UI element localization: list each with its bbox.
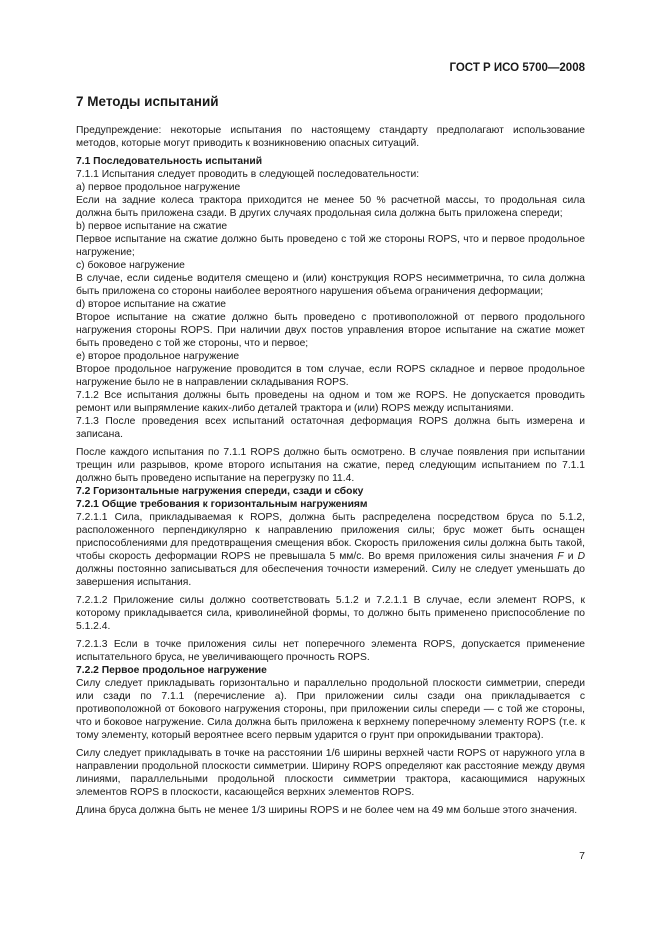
paragraph [76,511,585,589]
list-item: c) боковое нагружение [76,260,185,271]
paragraph: Длина бруса должна быть не менее 1/3 ширины ROPS и не более чем на 49 мм больше этого значения. [76,805,578,816]
section-title: 7 Методы испытаний [76,94,219,109]
list-item: d) второе испытание на сжатие [76,299,226,310]
paragraph: 7.1.1 Испытания следует проводить в следующей последовательности: [76,169,420,180]
symbol-d: D [577,551,585,562]
paragraph: Второе продольное нагружение проводится в том случае, если ROPS складное и первое продольное нагружение было не в направлении складывания ROPS. [76,364,585,388]
paragraph: Первое испытание на сжатие должно быть проведено с той же стороны ROPS, что и первое продольное нагружение; [76,234,585,258]
subsection-heading: 7.1 Последовательность испытаний [76,156,263,167]
subsection-heading: 7.2 Горизонтальные нагружения спереди, сзади и сбоку [76,486,364,497]
paragraph: 7.2.1.2 Приложение силы должно соответствовать 5.1.2 и 7.2.1.1 В случае, если элемент ROPS, к которому прикладывается сила, криволинейной формы, то должно быть применено приспособление по 5.1.2.4. [76,595,585,632]
paragraph: Второе испытание на сжатие должно быть проведено с противоположной от первого продольного нагружения стороны ROPS. При наличии двух постов управления второе испытание на сжатие может быть проведено с той же стороны, что и первое; [76,312,585,349]
paragraph: Если на задние колеса трактора приходится не менее 50 % расчетной массы, то продольная сила должна быть приложена сзади. В других случаях продольная сила должна быть приложена спереди; [76,195,585,219]
subsection-heading: 7.2.2 Первое продольное нагружение [76,665,267,676]
paragraph: 7.2.1.3 Если в точке приложения силы нет поперечного элемента ROPS, допускается применение испытательного бруса, не увеличивающего прочность ROPS. [76,639,585,663]
paragraph: 7.1.2 Все испытания должны быть проведены на одном и том же ROPS. Не допускается проводить ремонт или выпрямление каких-либо деталей трактора и (или) ROPS между испытаниями. [76,390,585,414]
list-item: e) второе продольное нагружение [76,351,240,362]
document-body [76,124,585,817]
paragraph: Силу следует прикладывать в точке на расстоянии 1/6 ширины верхней части ROPS от наружного угла в направлении продольной плоскости симметрии. Ширину ROPS определяют как расстояние между двумя линиями, параллельными продольной плоскости симметрии трактора, касающимися наружных элементов ROPS в плоскости, касающейся верхних элементов ROPS. [76,748,585,798]
paragraph [76,124,585,150]
warning-text: Предупреждение: некоторые испытания по настоящему стандарту предполагают использование методов, которые могут приводить к возникновению опасных ситуаций. [76,125,585,149]
symbol-f: F [557,551,564,562]
text-run: и [567,551,574,562]
paragraph: 7.1.3 После проведения всех испытаний остаточная деформация ROPS должна быть измерена и записана. [76,416,585,440]
text-run: 7.2.1.1 Сила, прикладываемая к ROPS, должна быть распределена посредством бруса по 5.1.2, расположенного перпендикулярно к направлению приложения силы; брус может быть оснащен приспособлениями для предотвращения смещения вбок. Скорость приложения силы должна быть такой, чтобы скорость деформации ROPS не превышала 5 мм/с. Во время приложения силы значения [76,512,585,562]
paragraph: В случае, если сиденье водителя смещено и (или) конструкция ROPS несимметрична, то сила должна быть приложена со стороны наиболее вероятного нарушения объема ограничения деформации; [76,273,585,297]
page-number: 7 [579,850,585,862]
standard-header: ГОСТ Р ИСО 5700—2008 [449,62,585,74]
text-run: должны постоянно записываться для обеспечения точности измерений. Силу не следует уменьшать до завершения испытания. [76,564,585,588]
paragraph: После каждого испытания по 7.1.1 ROPS должно быть осмотрено. В случае появления при испытании трещин или разрывов, кроме второго испытания на сжатие, перед следующим испытанием по 7.1.1 должно быть проведено испытание на перегрузку по 11.4. [76,447,585,484]
paragraph: Силу следует прикладывать горизонтально и параллельно продольной плоскости симметрии, спереди или сзади по 7.1.1 (перечисление а). При приложении силы сзади она прикладывается с противоположной от бокового нагружения стороны, при приложении силы спереди — с той же стороны, что и боковое нагружение. Сила должна быть приложена к верхнему поперечному элементу ROPS (т.е. к тому элементу, который вероятнее всего первым ударится о грунт при опрокидывании трактора). [76,678,585,741]
list-item: а) первое продольное нагружение [76,182,241,193]
list-item: b) первое испытание на сжатие [76,221,228,232]
subsection-heading: 7.2.1 Общие требования к горизонтальным нагружениям [76,499,368,510]
